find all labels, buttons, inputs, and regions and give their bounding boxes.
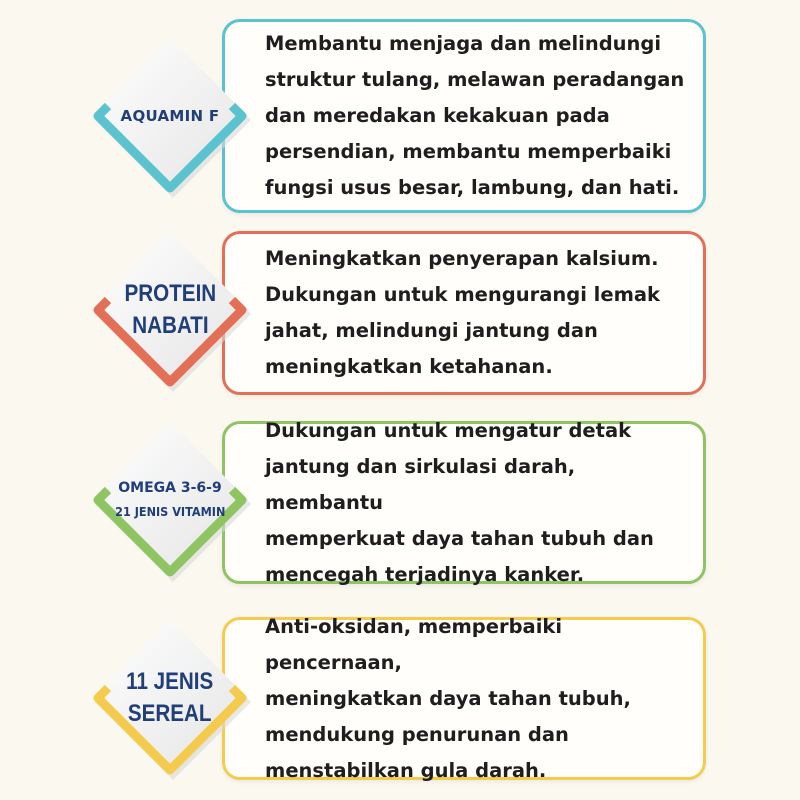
benefit-card-omega [222,418,706,586]
ingredient-label: 11 JENIS SEREAL [126,668,214,727]
ingredient-badge-protein [90,230,250,390]
ingredient-badge-omega [90,420,250,580]
ingredient-label: AQUAMIN F [120,107,220,125]
benefit-description: Membantu menjaga dan melindungi struktur tulang, melawan peradangan dan meredakan kekakuan pada persendian, membantu memperbaiki fungsi usus besar, lambung, dan hati. [265,32,685,199]
ingredient-badge-sereal [90,618,250,778]
ingredient-label: PROTEIN NABATI [124,280,216,339]
benefit-card-sereal [222,614,706,782]
benefit-card-protein [222,231,706,395]
benefit-card-aquamin [222,19,706,213]
benefit-description: Dukungan untuk mengatur detak jantung dan sirkulasi darah, membantu memperkuat daya tahan tubuh dan mencegah terjadinya kanker. [265,418,654,586]
ingredient-label: OMEGA 3-6-9 21 JENIS VITAMIN [114,480,226,519]
benefit-description: Meningkatkan penyerapan kalsium. Dukungan untuk mengurangi lemak jahat, melindungi jantung dan meningkatkan ketahanan. [265,247,661,378]
ingredient-badge-aquamin [90,36,250,196]
benefit-description: Anti-oksidan, memperbaiki pencernaan, meningkatkan daya tahan tubuh, mendukung penurunan dan menstabilkan gula darah. [265,614,631,782]
